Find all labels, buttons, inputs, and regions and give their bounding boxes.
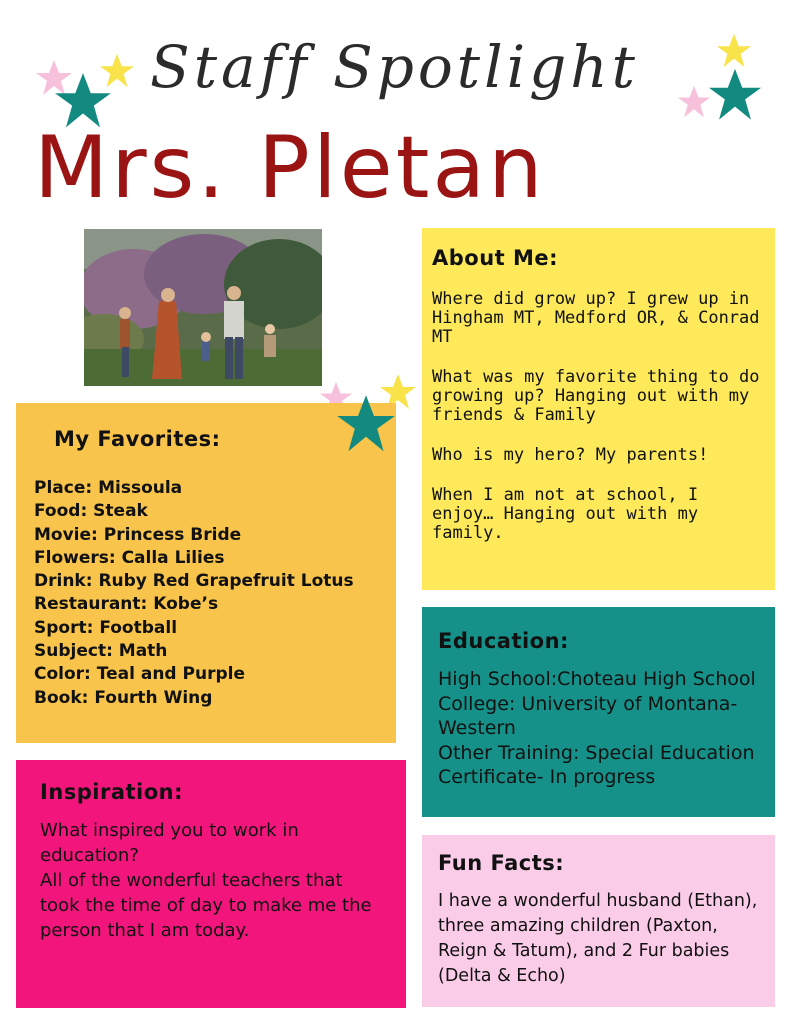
about-item: Where did grow up? I grew up in Hingham MT, Medford OR, & Conrad MT [432,289,760,347]
fun-facts-text: I have a wonderful husband (Ethan), three amazing children (Paxton, Reign & Tatum), and 2 Fur babies (Delta & Echo) [438,891,758,986]
education-line: High School:Choteau High School [438,668,756,690]
education-heading: Education: [438,629,569,653]
about-item: What was my favorite thing to do growing up? Hanging out with my friends & Family [432,367,760,425]
favorites-heading: My Favorites: [54,427,221,451]
fun-facts-heading: Fun Facts: [438,851,565,875]
star-decoration-teal-icon [334,392,398,456]
favorite-item: Restaurant: Kobe’s [34,594,219,615]
favorite-item: Color: Teal and Purple [34,664,245,685]
favorite-item: Drink: Ruby Red Grapefruit Lotus [34,571,354,592]
education-line: College: University of Montana-Western [438,692,738,739]
inspiration-question: What inspired you to work in education? [40,820,299,866]
staff-name: Mrs. Pletan [34,118,546,218]
star-decoration-yellow-icon [715,32,753,70]
header-title: Staff Spotlight [150,33,639,101]
favorite-item: Subject: Math [34,641,168,662]
inspiration-heading: Inspiration: [40,780,184,804]
favorite-item: Movie: Princess Bride [34,524,242,545]
education-line: Other Training: Special Education Certificate- In progress [438,741,755,788]
about-me-section [422,228,775,590]
inspiration-section [16,760,406,1008]
fun-facts-section [422,835,775,1007]
favorite-item: Sport: Football [34,617,178,638]
about-item: When I am not at school, I enjoy… Hanging out with my family. [432,485,699,543]
about-item: Who is my hero? My parents! [432,445,709,465]
education-section [422,607,775,817]
inspiration-answer: All of the wonderful teachers that took the time of day to make me the person that I am today. [40,870,372,941]
favorite-item: Food: Steak [34,501,148,522]
favorite-item: Place: Missoula [34,478,183,498]
about-me-heading: About Me: [432,246,559,270]
favorite-item: Book: Fourth Wing [34,687,213,708]
family-photo [84,229,322,386]
favorite-item: Flowers: Calla Lilies [34,547,225,568]
star-decoration-teal-icon [706,66,764,124]
